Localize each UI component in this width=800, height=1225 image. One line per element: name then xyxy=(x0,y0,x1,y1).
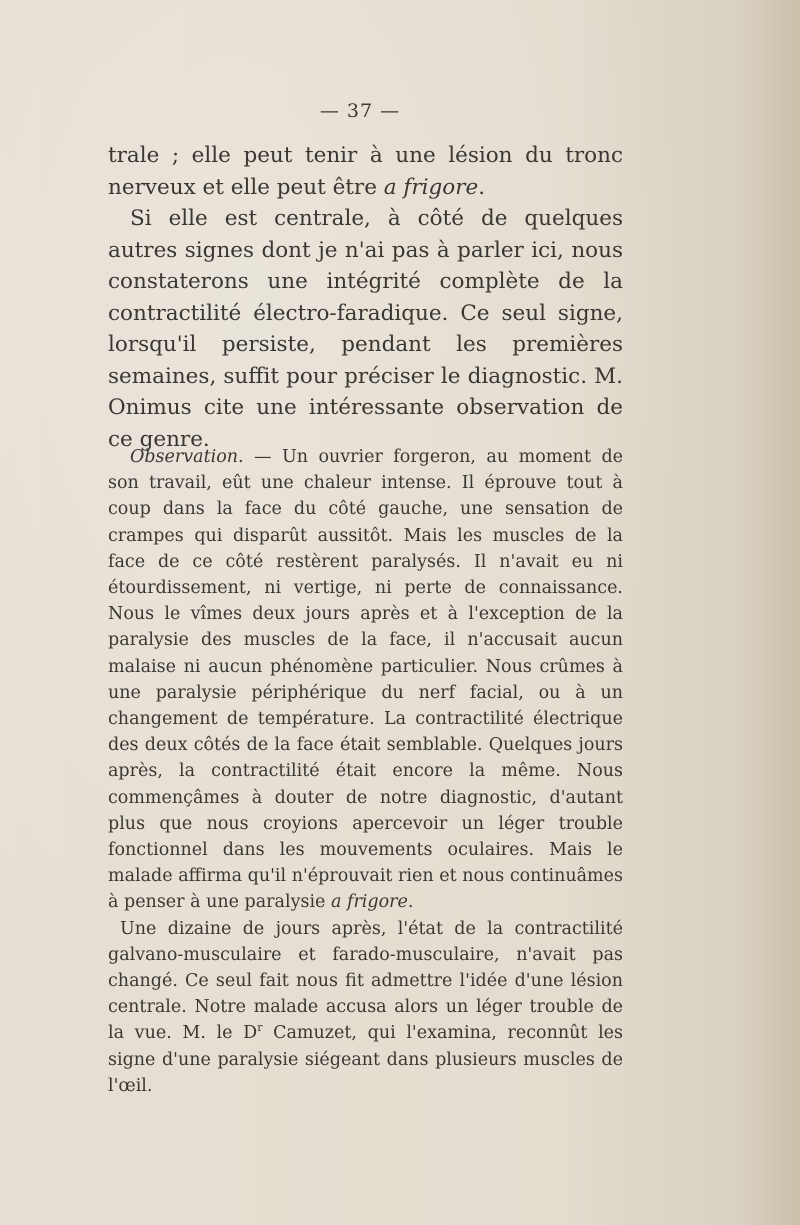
observation-paragraph xyxy=(108,916,623,1099)
paragraph: Si elle est centrale, à côté de quelques autres signes dont je n'ai pas à parler ici, nous constaterons une intégrité complète de la contractilité électro-faradique. Ce seul signe, lorsqu'il persiste, pendant les premières semaines, suffit pour préciser le diagnostic. M. Onimus cite une intéressante observation de ce genre. xyxy=(108,206,623,452)
paragraph-text: trale ; elle peut tenir à une lésion du tronc nerveux et elle peut être xyxy=(108,143,623,200)
observation-text: — Un ouvrier forgeron, au moment de son travail, eût une chaleur intense. Il éprouve tout à coup dans la face du côté gauche, une sensation de crampes qui disparût aussitôt. Mais les muscles de la face de ce côté restèrent paralysés. Il n'avait eu ni étourdissement, ni vertige, ni perte de connaissance. Nous le vîmes deux jours après et à l'exception de la paralysie des muscles de la face, il n'accusait aucun malaise ni aucun phénomène particulier. Nous crûmes à une paralysie périphérique du nerf facial, ou à un changement de température. La contractilité électrique des deux côtés de la face était semblable. Quelques jours après, la contractilité était encore la même. Nous commençâmes à douter de notre diagnostic, d'autant plus que nous croyions apercevoir un léger trouble fonctionnel dans les mouvements oculaires. Mais le malade affirma qu'il n'éprouvait rien et nous continuâmes à penser à une paralysie xyxy=(108,447,623,913)
observation-text: . xyxy=(407,892,414,913)
observation-text: Une dizaine de jours après, l'état de la contractilité galvano-musculaire et farado-musculaire, n'avait pas changé. Ce seul fait nous fit admettre l'idée d'une lésion centrale. Notre malade accusa alors un léger trouble de la vue. M. le D xyxy=(108,918,623,1044)
observation-text: Camuzet, qui l'examina, reconnût les signe d'une paralysie siégeant dans plusieurs muscles de l'œil. xyxy=(108,1023,624,1096)
observation-label: Observation. xyxy=(130,447,244,467)
italic-phrase: a frigore xyxy=(330,892,408,913)
main-text xyxy=(108,140,623,455)
page-number: — 37 — xyxy=(319,100,401,122)
italic-phrase: a frigore xyxy=(383,174,479,200)
paragraph-text: . xyxy=(478,174,486,200)
paragraph xyxy=(108,140,623,203)
superscript: r xyxy=(257,1021,263,1035)
observation-paragraph xyxy=(108,444,623,916)
observation-block xyxy=(108,444,623,1099)
